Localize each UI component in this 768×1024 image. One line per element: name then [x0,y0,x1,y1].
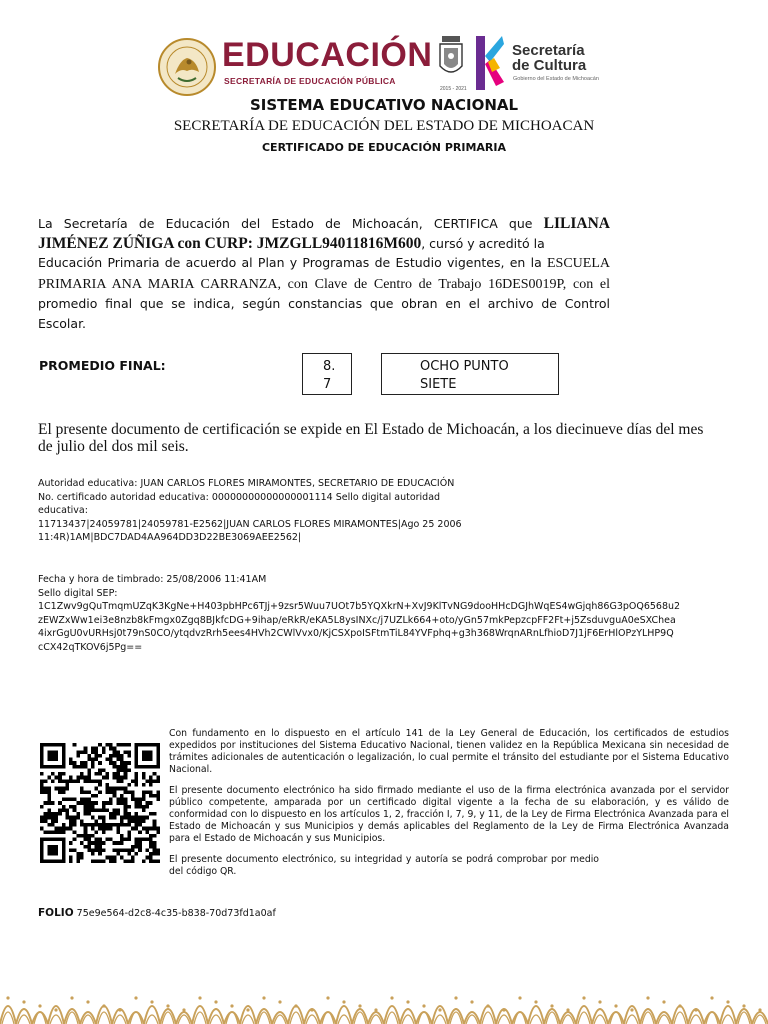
promedio-label: PROMEDIO FINAL: [39,358,166,373]
legal-text-block [169,728,729,887]
sello-line: cCX42qTKOV6j5Pg== [38,641,143,653]
autoridad-line: 11713437|24059781|24059781-E2562|JUAN CARLOS FLORES MIRAMONTES|Ago 25 2006 [38,518,462,530]
promedio-words-box [381,353,559,395]
cultura-k-logo [474,34,506,92]
promedio-words-line2: SIETE [420,377,457,392]
timbrado-fecha: Fecha y hora de timbrado: 25/08/2006 11:41AM [38,574,267,585]
cultura-subtitle: Gobierno del Estado de Michoacán [513,76,599,82]
cultura-title: Secretaría de Cultura [512,42,587,74]
legal-paragraph: El presente documento electrónico ha sido firmado mediante el uso de la firma electrónica avanzada por el servidor público competente, amparada por un certificado digital vigente a la fecha de su elaboración, y es válido de conformidad con lo dispuesto en los artículos 1, 2, fracción I, 7, 9, y 11, de la Ley de Firma Electrónica Avanzada para el Estado de Michoacán y sus Municipios y demás aplicables del Reglamento de la Ley de Firma Electrónica Avanzada para el Estado de Michoacán y sus Municipios. [169,785,729,844]
certificado-title: CERTIFICADO DE EDUCACIÓN PRIMARIA [261,141,506,154]
michoacan-shield-logo [438,36,464,86]
autoridad-line: No. certificado autoridad educativa: 00000000000000001114 Sello digital autoridad [38,491,441,503]
sistema-title: SISTEMA EDUCATIVO NACIONAL [249,96,519,114]
sello-line: 4ixrGgU0vURHsj0t79nS0CO/ytqdvzRrh5ees4HVh2CWlVvx0/KjCSXpoISFtmTiL84YVFphq+g3h368WrqnARnLfhioD7J1jF6ErHlOPzYLHP9Q [38,628,674,639]
sello-line: 1C1Zwv9gQuTmqmUZqK3KgNe+H403pbHPc6TJj+9zsr5Wuu7UOt7b5YQXkrN+XvJ9KlTvNG9dooHHcDGJhWqES4wGjqh86G3pOQ6568u2 [38,601,681,612]
mexican-seal-logo [158,38,216,96]
autoridad-line: Autoridad educativa: JUAN CARLOS FLORES MIRAMONTES, SECRETARIO DE EDUCACIÓN [38,478,455,489]
autoridad-line: educativa: [38,505,88,516]
student-name-curp: LILIANA JIMÉNEZ ZÚÑIGA con CURP: JMZGLL94011816M600 [38,215,610,252]
folio-label: FOLIO [38,907,74,919]
resto-text: promedio final que se indica, según constancias que obran en el archivo de Control Escolar. [38,296,610,331]
folio [38,907,276,919]
certification-paragraph [38,214,610,333]
expide-statement: El presente documento de certificación se expide en El Estado de Michoacán, a los diecinueve días del mes de julio del dos mil seis. [38,421,704,455]
folio-value: 75e9e564-d2c8-4c35-b838-70d73fd1a0af [76,908,276,919]
timbrado-block [38,573,728,654]
qr-code[interactable] [40,742,160,864]
promedio-number-line2: 7 [323,377,332,392]
promedio-number-line1: 8. [323,359,336,374]
curso-text: , cursó y acreditó la [421,235,545,251]
footer-ornament-band [0,958,768,1024]
michoacan-years: 2015 - 2021 [440,86,467,92]
intro-text: La Secretaría de Educación del Estado de Michoacán, CERTIFICA que [38,216,533,231]
sep-subtitle: SECRETARÍA DE EDUCACIÓN PÚBLICA [224,76,396,86]
sello-line: zEWZxWw1ei3e8nzb8kFmgx0Zgq8BJkfcDG+9ihap/eRkR/eKA5L8ysINXc/j7UZLk664+oto/yGn57mkPepzcpFF2Ft+j5ZsduvguA0eSXChea [38,614,676,626]
promedio-number-box [302,353,352,395]
autoridad-line: 11:4R)1AM|BDC7DAD4AA964DD3D22BE3069AEE2562| [38,532,302,543]
educacion-wordmark: EDUCACIÓN [222,36,433,74]
legal-paragraph: Con fundamento en lo dispuesto en el artículo 141 de la Ley General de Educación, los certificados de estudios expedidos por instituciones del Sistema Educativo Nacional, tienen validez en la República Mexicana sin necesidad de trámites adicionales de autenticación o legalización, lo cual permite el tránsito del estudiante por el Sistema Educativo Nacional. [169,728,729,775]
promedio-words-line1: OCHO PUNTO [420,359,509,374]
autoridad-block [38,477,493,545]
legal-paragraph: El presente documento electrónico, su integridad y autoría se podrá comprobar por medio del código QR. [169,854,599,877]
nivel-text: Educación Primaria de acuerdo al Plan y Programas de Estudio vigentes, en la [38,255,542,270]
secretaria-title: SECRETARÍA DE EDUCACIÓN DEL ESTADO DE MICHOACAN [173,118,595,134]
sello-label: Sello digital SEP: [38,587,118,599]
escuela-text: ESCUELA PRIMARIA ANA MARIA CARRANZA, con Clave de Centro de Trabajo 16DES0019P, con el [38,256,610,292]
